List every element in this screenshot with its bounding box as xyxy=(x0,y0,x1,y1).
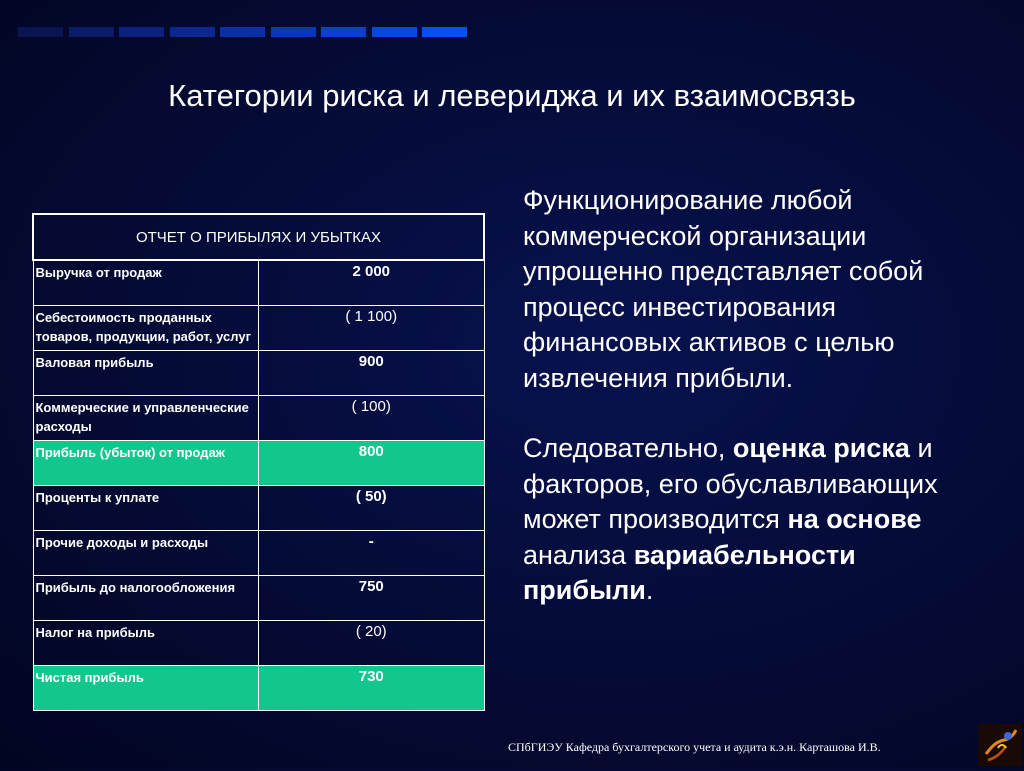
table-row xyxy=(33,621,484,666)
row-label: Себестоимость проданных товаров, продукции, работ, услуг xyxy=(33,306,259,351)
row-value: 2 000 xyxy=(259,260,485,306)
slide-title: Категории риска и левериджа и их взаимосвязь xyxy=(168,78,856,113)
row-value: 730 xyxy=(259,666,485,711)
row-label: Валовая прибыль xyxy=(33,351,259,396)
row-label: Налог на прибыль xyxy=(33,621,259,666)
stripe xyxy=(422,27,467,37)
stripe xyxy=(271,27,316,37)
row-value: ( 50) xyxy=(259,486,485,531)
row-label: Выручка от продаж xyxy=(33,260,259,306)
table-row xyxy=(33,531,484,576)
table-row xyxy=(33,441,484,486)
row-value: ( 100) xyxy=(259,396,485,441)
stripe xyxy=(321,27,366,37)
slide-body-text xyxy=(523,183,993,609)
stripe xyxy=(18,27,63,37)
row-value: 750 xyxy=(259,576,485,621)
row-value: 900 xyxy=(259,351,485,396)
table-row xyxy=(33,666,484,711)
row-label: Проценты к уплате xyxy=(33,486,259,531)
decorative-stripes xyxy=(18,27,468,37)
table-row xyxy=(33,306,484,351)
table-header: ОТЧЕТ О ПРИБЫЛЯХ И УБЫТКАХ xyxy=(33,214,484,260)
row-value: ( 1 100) xyxy=(259,306,485,351)
stripe xyxy=(170,27,215,37)
stripe xyxy=(69,27,114,37)
table-row xyxy=(33,351,484,396)
paragraph-functioning: Функционирование любой коммерческой организации упрощенно представляет собой процесс инвестирования финансовых активов с целью извлечения прибыли. xyxy=(523,185,924,393)
stripe xyxy=(372,27,417,37)
table-row xyxy=(33,260,484,306)
paragraph-conclusion: Следовательно, оценка риска и факторов, его обуславливающих может производится на основе анализа вариабельности прибыли. xyxy=(523,433,938,605)
university-logo-icon xyxy=(978,724,1022,766)
row-value: 800 xyxy=(259,441,485,486)
footer-credit: СПбГИЭУ Кафедра бухгалтерского учета и аудита к.э.н. Карташова И.В. xyxy=(508,740,881,754)
row-label: Прибыль до налогообложения xyxy=(33,576,259,621)
row-value: ( 20) xyxy=(259,621,485,666)
row-label: Чистая прибыль xyxy=(33,666,259,711)
row-label: Прибыль (убыток) от продаж xyxy=(33,441,259,486)
table-row xyxy=(33,396,484,441)
income-statement-table xyxy=(32,213,485,711)
table-row xyxy=(33,576,484,621)
stripe xyxy=(119,27,164,37)
stripe xyxy=(220,27,265,37)
table-row xyxy=(33,486,484,531)
row-value: - xyxy=(259,531,485,576)
row-label: Коммерческие и управленческие расходы xyxy=(33,396,259,441)
row-label: Прочие доходы и расходы xyxy=(33,531,259,576)
